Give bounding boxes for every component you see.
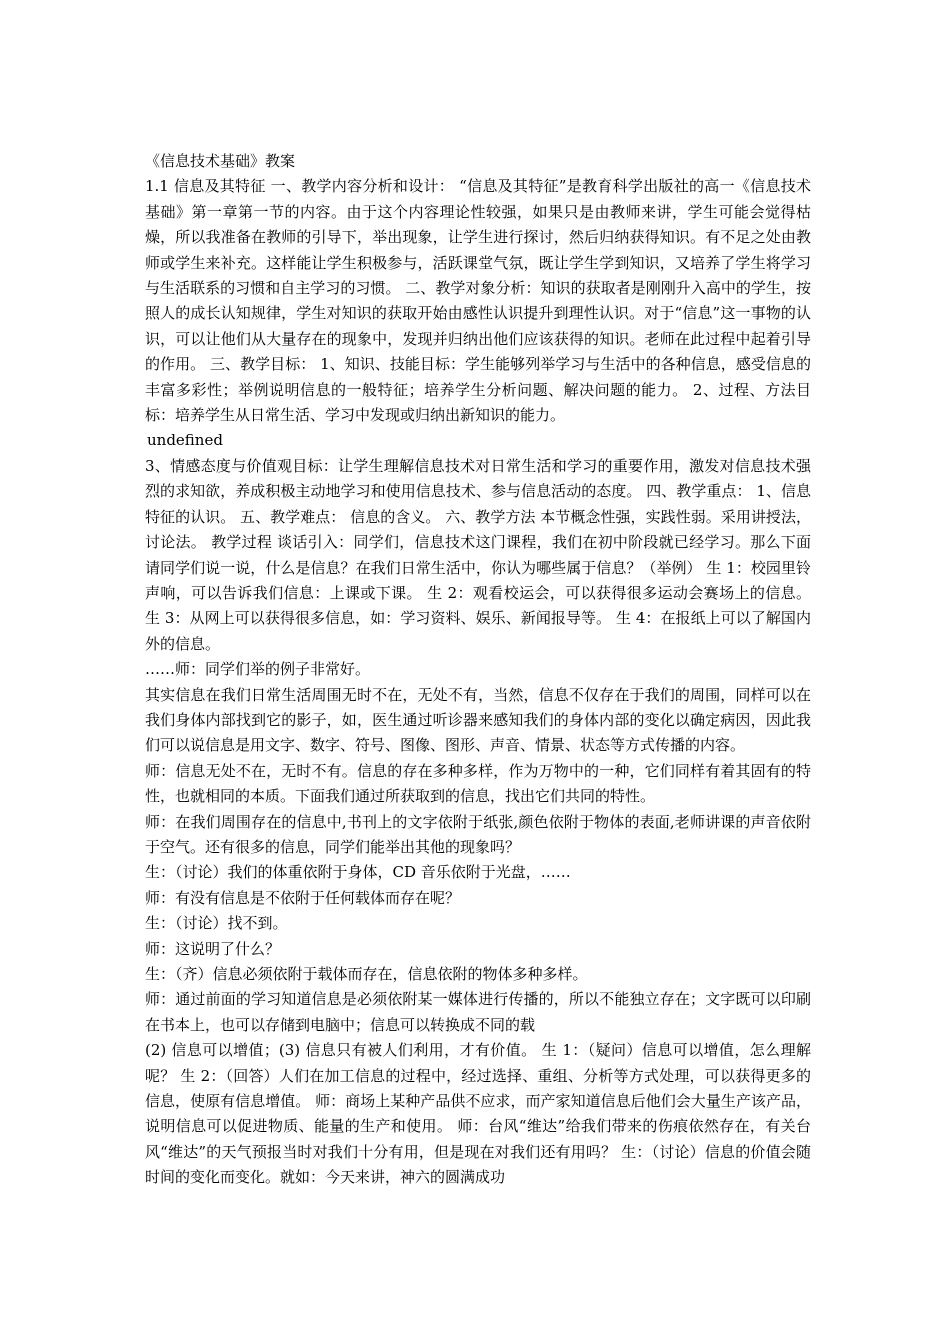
paragraph-teacher-question-1: 师：有没有信息是不依附于任何载体而存在呢？ <box>145 888 461 907</box>
paragraph-student-discussion-1: 生：（讨论）我们的体重依附于身体，CD 音乐依附于光盘，…… <box>145 863 571 882</box>
paragraph-teacher-summary: 师：通过前面的学习知道信息是必须依附某一媒体进行传播的，所以不能独立存在；文字既可以印刷在书本上，也可以存储到电脑中；信息可以转换成不同的载 <box>145 990 811 1034</box>
document-title: 《信息技术基础》教案 <box>145 152 296 170</box>
document-page <box>145 149 811 1191</box>
paragraph-student-together: 生：（齐）信息必须依附于载体而存在，信息依附的物体多种多样。 <box>145 965 588 983</box>
paragraph-student-discussion-2: 生：（讨论）找不到。 <box>145 914 288 933</box>
paragraph-section-3: 3、情感态度与价值观目标：让学生理解信息技术对日常生活和学习的重要作用，激发对信息技术强烈的求知欲，养成积极主动地学习和使用信息技术、参与信息活动的态度。 四、教学重点： 1、信息特征的认识。 五、教学难点： 信息的含义。 六、教学方法 本节概念性强，实践性弱。采用讲授法，讨论法。 教学过程 谈话引入：同学们，信息技术这门课程，我们在初中阶段就已经学习。那么下面请同学们说一说，什么是信息？在我们日常生活中，你认为哪些属于信息？（举例） 生 1：校园里铃声响，可以告诉我们信息：上课或下课。 生 2：观看校运会，可以获得很多运动会赛场上的信息。 生 3：从网上可以获得很多信息，如：学习资料、娱乐、新闻报导等。 生 4：在报纸上可以了解国内外的信息。 <box>145 456 811 653</box>
paragraph-teacher-characteristics: 师：信息无处不在，无时不有。信息的存在多种多样，作为万物中的一种，它们同样有着其固有的特性，也就相同的本质。下面我们通过所获取到的信息，找出它们共同的特性。 <box>145 761 811 806</box>
paragraph-info-value: (2) 信息可以增值；(3) 信息只有被人们利用，才有价值。 生 1：（疑问）信息可以增值，怎么理解呢？ 生 2：（回答）人们在加工信息的过程中，经过选择、重组、分析等方式处理，可以获得更多的信息，使原有信息增值。 师：商场上某种产品供不应求，而产家知道信息后他们会大量生产该产品，说明信息可以促进物质、能量的生产和使用。 师：台风“维达”给我们带来的伤痕依然存在，有关台风“维达”的天气预报当时对我们十分有用，但是现在对我们还有用吗？ 生：（讨论）信息的价值会随时间的变化而变化。就如：今天来讲，神六的圆满成功 <box>145 1041 811 1187</box>
paragraph-teacher-praise: ……师：同学们举的例子非常好。 <box>145 660 371 679</box>
paragraph-info-everywhere: 其实信息在我们日常生活周围无时不在，无处不有，当然，信息不仅存在于我们的周围，同样可以在我们身体内部找到它的影子，如，医生通过听诊器来感知我们的身体内部的变化以确定病因，因此我们可以说信息是用文字、数字、符号、图像、图形、声音、情景、状态等方式传播的内容。 <box>145 685 811 755</box>
paragraph-teacher-question-2: 师：这说明了什么？ <box>145 939 281 958</box>
paragraph-undefined: undefined <box>147 431 223 450</box>
paragraph-section-1: 1.1 信息及其特征 一、教学内容分析和设计： “信息及其特征”是教育科学出版社的高一《信息技术基础》第一章第一节的内容。由于这个内容理论性较强，如果只是由教师来讲，学生可能会觉得枯燥，所以我准备在教师的引导下，举出现象，让学生进行探讨，然后归纳获得知识。有不足之处由教师或学生来补充。这样能让学生积极参与，活跃课堂气氛，既让学生学到知识，又培养了学生将学习与生活联系的习惯和自主学习的习惯。 二、教学对象分析：知识的获取者是刚刚升入高中的学生，按照人的成长认知规律，学生对知识的获取开始由感性认识提升到理性认识。对于“信息”这一事物的认识，可以让他们从大量存在的现象中，发现并归纳出他们应该获得的知识。老师在此过程中起着引导的作用。 三、教学目标： 1、知识、技能目标：学生能够列举学习与生活中的各种信息，感受信息的丰富多彩性；举例说明信息的一般特征；培养学生分析问题、解决问题的能力。 2、过程、方法目标：培养学生从日常生活、学习中发现或归纳出新知识的能力。 <box>145 177 811 425</box>
paragraph-teacher-carrier: 师：在我们周围存在的信息中,书刊上的文字依附于纸张,颜色依附于物体的表面,老师讲课的声音依附于空气。还有很多的信息，同学们能举出其他的现象吗？ <box>145 812 811 856</box>
